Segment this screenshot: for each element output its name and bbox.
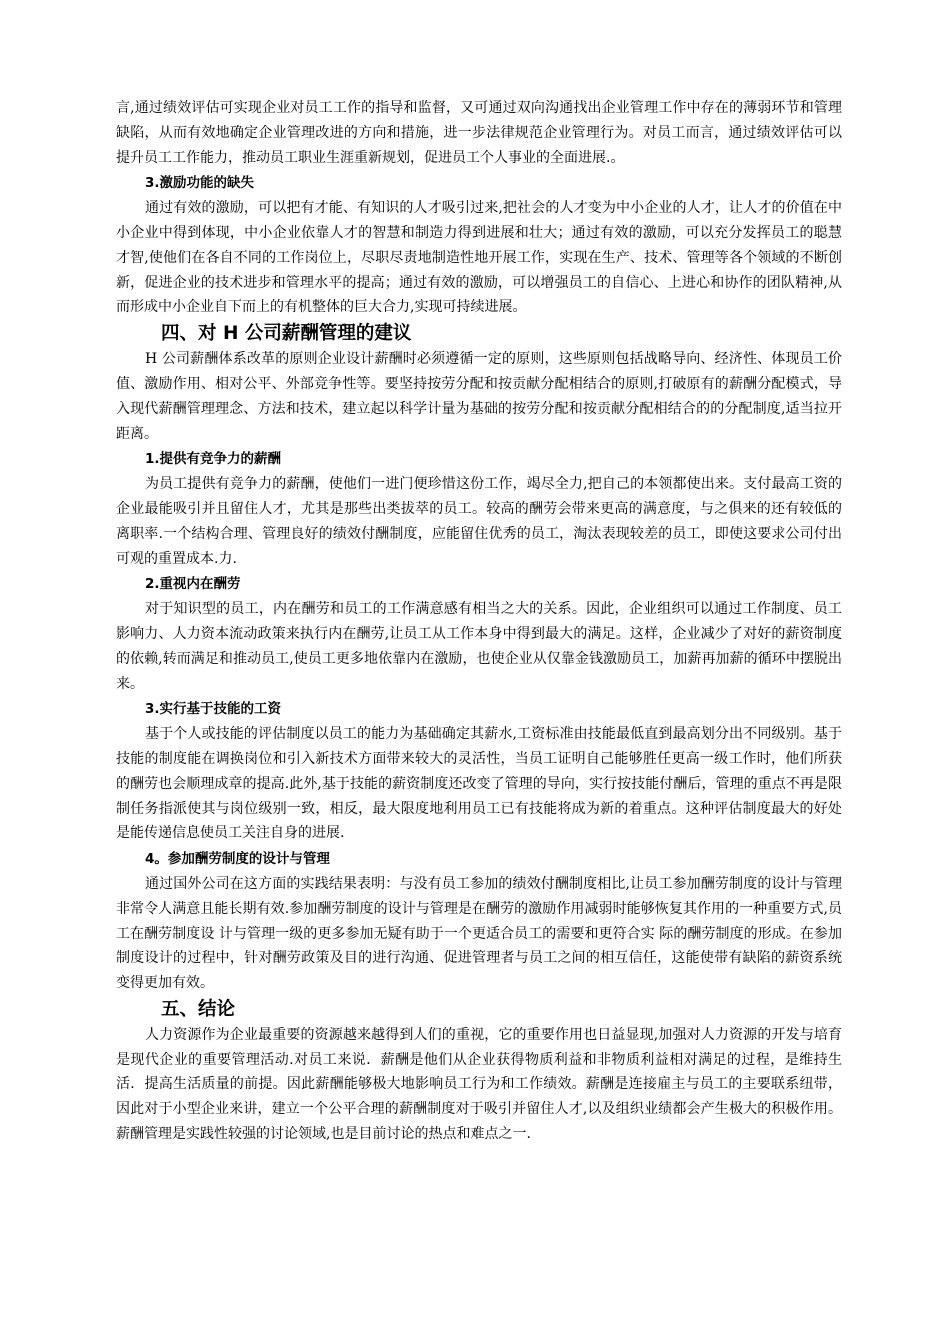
document-page <box>116 96 842 1147</box>
section-heading: 四、对 H 公司薪酬管理的建议 <box>161 323 412 345</box>
body-paragraph: 对于知识型的员工，内在酬劳和员工的工作满意感有相当之大的关系。因此，企业组织可以通过工作制度、员工影响力、人力资本流动政策来执行内在酬劳,让员工从工作本身中得到最大的满足。这样，企业减少了对好的薪资制度的依赖,转而满足和推动员工,使员工更多地依靠内在激励，也使企业从仅靠金钱激励员工，加薪再加薪的循环中摆脱出来。 <box>116 601 842 692</box>
body-paragraph: 基于个人或技能的评估制度以员工的能力为基础确定其薪水,工资标准由技能最低直到最高划分出不同级别。基于技能的制度能在调换岗位和引入新技术方面带来较大的灵活性，当员工证明自己能够胜任更高一级工作时，他们所获的酬劳也会顺理成章的提高.此外,基于技能的薪资制度还改变了管理的导向，实行按技能付酬后，管理的重点不再是限制任务指派使其与岗位级别一致，相反，最大限度地利用员工已有技能将成为新的着重点。这种评估制度最大的好处是能传递信息使员工关注自身的进展. <box>116 726 842 842</box>
subsection-heading: 3.实行基于技能的工资 <box>145 701 282 718</box>
subsection-heading: 1.提供有竞争力的薪酬 <box>145 451 282 468</box>
body-paragraph: 通过有效的激励，可以把有才能、有知识的人才吸引过来,把社会的人才变为中小企业的人才，让人才的价值在中小企业中得到体现，中小企业依靠人才的智慧和制造力得到进展和壮大；通过有效的激励，可以充分发挥员工的聪慧才智,使他们在各自不同的工作岗位上，尽职尽责地制造性地开展工作，实现在生产、技术、管理等各个领域的不断创新，促进企业的技术进步和管理水平的提高；通过有效的激励，可以增强员工的自信心、上进心和协作的团队精神,从而形成中小企业自下而上的有机整体的巨大合力,实现可持续进展。 <box>116 200 842 316</box>
section-heading: 五、结论 <box>161 998 236 1020</box>
body-paragraph: 为员工提供有竞争力的薪酬，使他们一进门便珍惜这份工作，竭尽全力,把自己的本领都使出来。支付最高工资的企业最能吸引并且留住人才，尤其是那些出类拔萃的员工。较高的酬劳会带来更高的满意度，与之俱来的还有较低的离职率.一个结构合理、管理良好的绩效付酬制度，应能留住优秀的员工，淘汰表现较差的员工，即使这要求公司付出可观的重置成本.力. <box>116 476 842 567</box>
body-paragraph: 通过国外公司在这方面的实践结果表明：与没有员工参加的绩效付酬制度相比,让员工参加酬劳制度的设计与管理非常令人满意且能长期有效.参加酬劳制度的设计与管理是在酬劳的激励作用减弱时能够恢复其作用的一种重要方式,员工在酬劳制度设 计与管理一级的更多参加无疑有助于一个更适合员工的需要和更符合实 际的酬劳制度的形成。在参加制度设计的过程中，针对酬劳政策及目的进行沟通、促进管理者与员工之间的相互信任，这能使带有缺陷的薪资系统变得更加有效。 <box>116 875 842 992</box>
conclusion-paragraph: 人力资源作为企业最重要的资源越来越得到人们的重视，它的重要作用也日益显现,加强对人力资源的开发与培育是现代企业的重要管理活动.对员工来说．薪酬是他们从企业获得物质利益和非物质利益相对满足的过程，是维持生活．提高生活质量的前提。因此薪酬能够极大地影响员工行为和工作绩效。薪酬是连接雇主与员工的主要联系纽带，因此对于小型企业来讲，建立一个公平合理的薪酬制度对于吸引并留住人才,以及组织业绩都会产生极大的积极作用。薪酬管理是实践性较强的讨论领域,也是目前讨论的热点和难点之一. <box>116 1026 842 1143</box>
subsection-heading: 2.重视内在酬劳 <box>145 576 241 593</box>
intro-paragraph: 言,通过绩效评估可实现企业对员工工作的指导和监督，又可通过双向沟通找出企业管理工作中存在的薄弱环节和管理缺陷，从而有效地确定企业管理改进的方向和措施，进一步法律规范企业管理行为。对员工而言，通过绩效评估可以提升员工工作能力，推动员工职业生涯重新规划，促进员工个人事业的全面进展.。 <box>116 100 842 166</box>
subsection-heading: 4。参加酬劳制度的设计与管理 <box>145 851 330 868</box>
subsection-heading: 3.激励功能的缺失 <box>145 175 255 192</box>
section-intro-paragraph: H 公司薪酬体系改革的原则企业设计薪酬时必须遵循一定的原则，这些原则包括战略导向、经济性、体现员工价值、激励作用、相对公平、外部竞争性等。要坚持按劳分配和按贡献分配相结合的原则,打破原有的薪酬分配模式，导入现代薪酬管理理念、方法和技术，建立起以科学计量为基础的按劳分配和按贡献分配相结合的的分配制度,适当拉开距离。 <box>116 351 842 442</box>
